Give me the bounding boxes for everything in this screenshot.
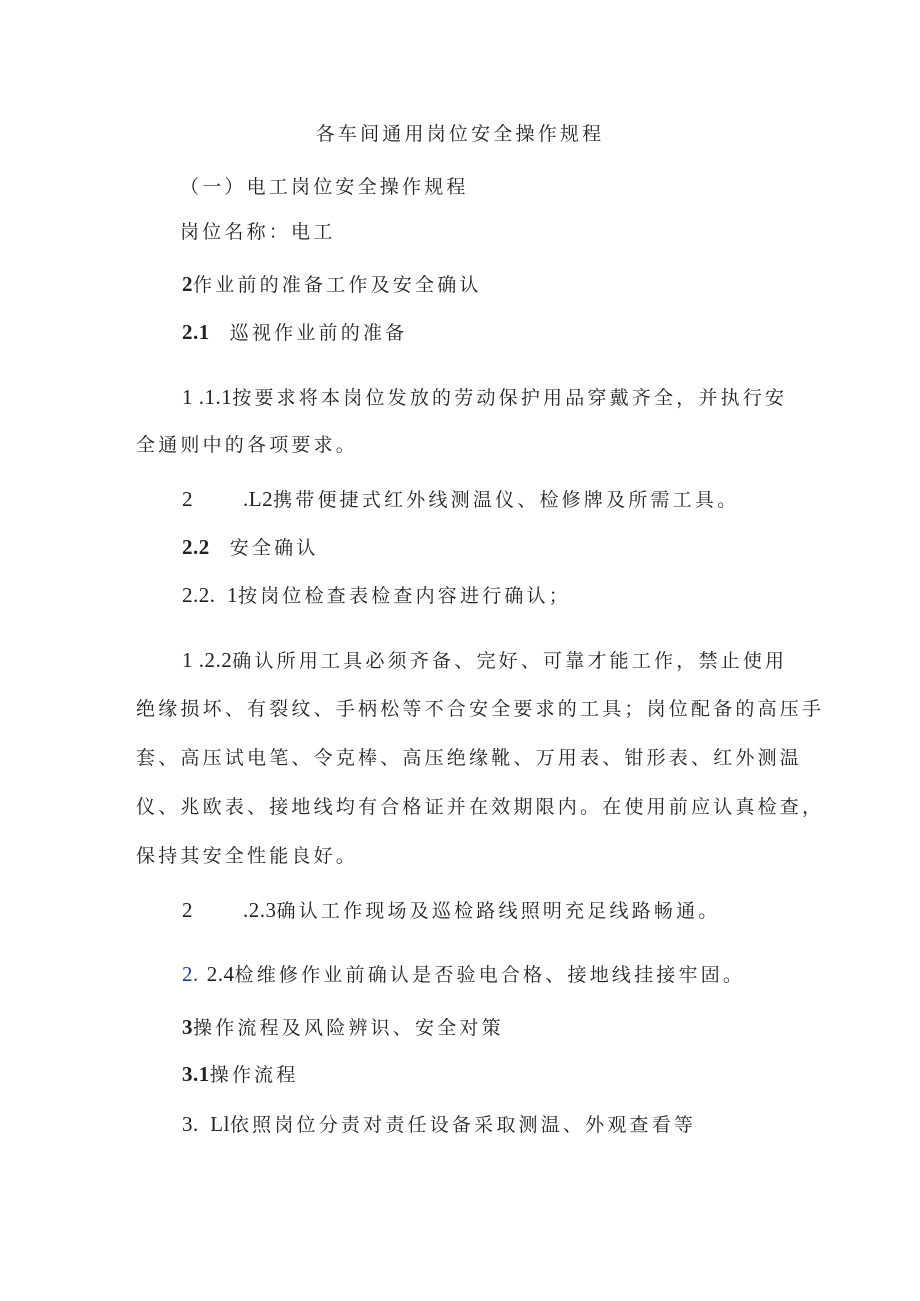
clause-subnumber: .L2 <box>243 487 274 511</box>
heading-2-2 <box>182 535 319 560</box>
heading-number: 3.1 <box>182 1062 210 1086</box>
heading-3-1 <box>182 1062 299 1087</box>
paragraph-2-2-3 <box>182 898 721 923</box>
paragraph-2-2-2-line4: 仪、兆欧表、接地线均有合格证并在效期限内。在使用前应认真检查， <box>136 796 825 818</box>
clause-number: 2. <box>182 962 199 986</box>
heading-text: 操作流程 <box>209 1064 299 1086</box>
clause-subnumber: .2.3 <box>243 898 277 922</box>
heading-text: 操作流程及风险辨识、安全对策 <box>193 1017 504 1039</box>
clause-text: 依照岗位分责对责任设备采取测温、外观查看等 <box>229 1114 697 1136</box>
clause-text: 按要求将本岗位发放的劳动保护用品穿戴齐全，并执行安 <box>232 387 788 409</box>
paragraph-1-1-1-line1 <box>182 385 787 410</box>
heading-2 <box>182 272 482 297</box>
clause-text: 检维修作业前确认是否验电合格、接地线挂接牢固。 <box>234 964 746 986</box>
clause-number: 2 <box>182 898 193 922</box>
paragraph-2-2-1 <box>182 583 571 608</box>
paragraph-3-l1 <box>182 1112 696 1137</box>
clause-number: 2.2. 1 <box>182 583 238 607</box>
paragraph-2-2-4 <box>182 962 745 987</box>
clause-number: 3. Ll <box>182 1112 230 1136</box>
document-title: 各车间通用岗位安全操作规程 <box>315 123 605 145</box>
heading-text: 作业前的准备工作及安全确认 <box>193 274 482 296</box>
clause-text: 确认所用工具必须齐备、完好、可靠才能工作，禁止使用 <box>232 650 788 672</box>
heading-number: 2.1 <box>182 320 210 344</box>
clause-text: 按岗位检查表检查内容进行确认； <box>238 585 572 607</box>
heading-2-1 <box>182 320 407 345</box>
clause-number: 1 .2.2 <box>182 648 233 672</box>
heading-3 <box>182 1015 504 1040</box>
heading-text: 巡视作业前的准备 <box>229 322 408 344</box>
paragraph-l2 <box>182 487 739 512</box>
clause-number: 1 .1.1 <box>182 385 233 409</box>
paragraph-2-2-2-line3: 套、高压试电笔、令克棒、高压绝缘靴、万用表、钳形表、红外测温 <box>136 747 803 769</box>
heading-text: 安全确认 <box>229 537 319 559</box>
post-name: 岗位名称：电工 <box>180 221 336 243</box>
paragraph-2-2-2-line1 <box>182 648 787 673</box>
clause-number: 2 <box>182 487 193 511</box>
section-heading: （一）电工岗位安全操作规程 <box>180 176 469 198</box>
clause-subnumber: 2.4 <box>206 962 235 986</box>
paragraph-2-2-2-line2: 绝缘损坏、有裂纹、手柄松等不合安全要求的工具；岗位配备的高压手 <box>136 698 825 720</box>
heading-number: 2 <box>182 272 193 296</box>
paragraph-2-2-2-line5: 保持其安全性能良好。 <box>136 845 359 867</box>
clause-text: 确认工作现场及巡检路线照明充足线路畅通。 <box>276 900 721 922</box>
paragraph-1-1-1-line2: 全通则中的各项要求。 <box>136 434 359 456</box>
heading-number: 3 <box>182 1015 193 1039</box>
heading-number: 2.2 <box>182 535 210 559</box>
clause-text: 携带便捷式红外线测温仪、检修牌及所需工具。 <box>273 489 740 511</box>
